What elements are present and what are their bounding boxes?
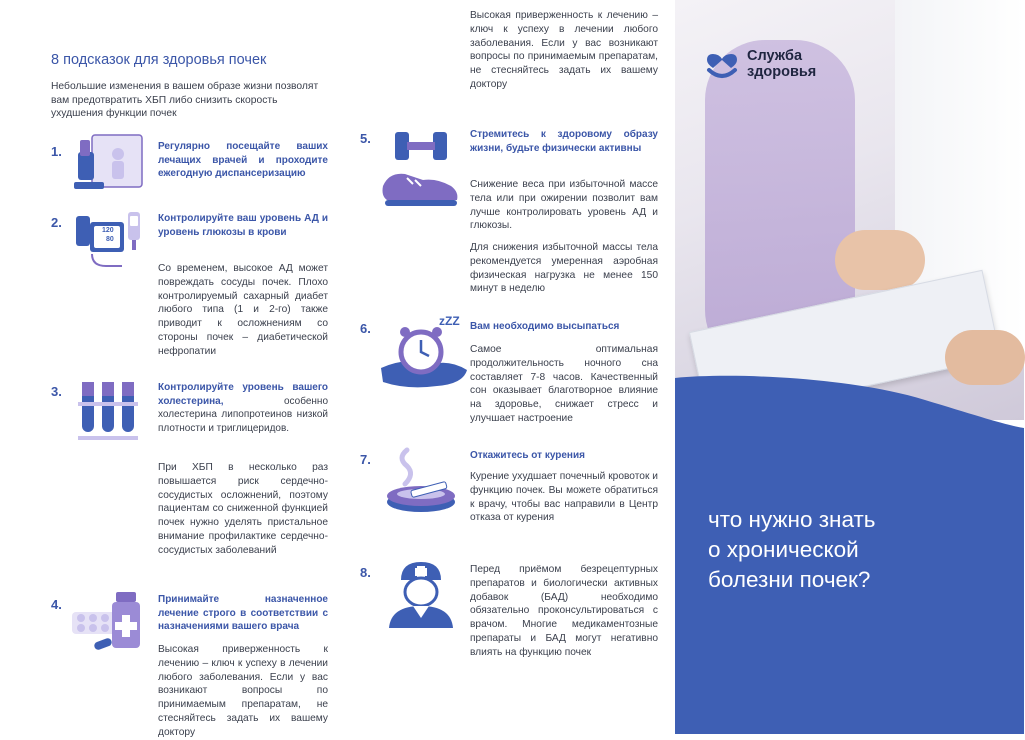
- tip-4-number: 4.: [51, 597, 62, 612]
- logo-line-1: Служба: [747, 48, 803, 64]
- tip-6-title: Вам необходимо высыпаться: [470, 321, 620, 332]
- panel-left: [0, 0, 345, 738]
- doctor-icon: [387, 558, 455, 630]
- tip-4-text-continued-inner: Высокая приверженность к лечению – ключ к успеху в лечении любого заболевания. Если у вас возникают вопросы по принимаемым препаратам, не стесняйтесь задать их вашему доктору: [470, 10, 658, 90]
- tip-6-text: Самое оптимальная продолжительность ночного сна составляет 7-8 часов. Качественный сон оказывает благотворное влияние на здоровье, снижает стресс и улучшает настроение: [470, 344, 658, 424]
- cover-title-line-2: о хронической: [708, 537, 859, 562]
- intro-text: Небольшие изменения в вашем образе жизни позволят вам предотвратить ХБП либо снизить скорость ухудшения функции почек: [51, 81, 319, 120]
- tip-7-text: Курение ухудшает почечный кровоток и функцию почек. Вы можете обратиться к врачу, чтобы вас направили в Центр отказа от курения: [470, 471, 658, 524]
- bp-systolic-value: 120: [102, 227, 114, 234]
- panel-middle: [345, 0, 675, 734]
- ashtray-icon: [385, 446, 461, 516]
- blood-pressure-monitor-icon: [72, 208, 144, 270]
- cover-title-line-1: что нужно знать: [708, 507, 876, 532]
- dumbbell-sneaker-icon: [379, 126, 461, 210]
- tip-2-text: Со временем, высокое АД может повреждать сосуды почек. Плохо контролируемый сахарный диабет любого типа (1 и 2-го) также приводит к осложнениям со стороны почек – диабетической нефропатии: [158, 263, 328, 357]
- tip-1-number: 1.: [51, 144, 62, 159]
- service-logo: [705, 48, 885, 88]
- page-title: 8 подсказок для здоровья почек: [51, 52, 267, 68]
- microscope-icon: [70, 132, 145, 194]
- tip-5-text-2: Для снижения избыточной массы тела рекомендуется умеренная аэробная физическая нагрузка не менее 150 минут в неделю: [470, 242, 658, 295]
- tip-7-number: 7.: [360, 452, 371, 467]
- cover-title-line-3: болезни почек?: [708, 567, 871, 592]
- tip-3-text: При ХБП в несколько раз повышается риск сердечно-сосудистых осложнений, поэтому пациентам со сниженной функцией почек нужно уделять пристальное внимание профилактике сердечно-сосудистых заболеваний: [158, 462, 328, 556]
- blue-wave-panel: [675, 0, 1024, 734]
- cover-title: [708, 505, 1008, 595]
- tip-4-text: Высокая приверженность к лечению – ключ к успеху в лечении любого заболевания. Если у вас возникают вопросы по принимаемым препаратам, не стесняйтесь задать их вашему доктору: [158, 644, 328, 738]
- tip-3-number: 3.: [51, 384, 62, 399]
- tip-4-title: Принимайте назначенное лечение строго в соответствии с назначениями вашего врача: [158, 594, 328, 632]
- tip-7-title: Откажитесь от курения: [470, 450, 585, 461]
- tip-4-text-continued: [470, 10, 658, 108]
- tip-5-text: Снижение веса при избыточной массе тела или при ожирении позволит вам лучше контролировать уровень АД и глюкозы.: [470, 179, 658, 232]
- tip-3-title-strong: Контролируйте уровень вашего холестерина,: [158, 382, 328, 407]
- tip-3-title-rest: особенно холестерина липопротеинов низкой плотности и триглицеридов.: [158, 395, 328, 434]
- logo-line-2: здоровья: [747, 64, 817, 80]
- tip-1-title: Регулярно посещайте ваших лечащих врачей и проходите ежегодную диспансеризацию: [158, 141, 328, 179]
- bp-diastolic-value: 80: [106, 236, 114, 243]
- tip-5-number: 5.: [360, 131, 371, 146]
- tip-5-title: Стремитесь к здоровому образу жизни, будьте физически активны: [470, 129, 658, 154]
- test-tubes-icon: [76, 380, 142, 444]
- tip-2-title: Контролируйте ваш уровень АД и уровень глюкозы в крови: [158, 213, 328, 238]
- tip-2-number: 2.: [51, 215, 62, 230]
- alarm-clock-pillow-icon: [377, 314, 469, 392]
- tip-3-title: [158, 381, 328, 435]
- tip-8-text: Перед приёмом безрецептурных препаратов и биологически активных добавок (БАД) необходимо обязательно проконсультироваться с врачом. Многие медикаментозные препараты и БАД могут негативно влиять на функцию почек: [470, 564, 658, 658]
- panel-cover: [675, 0, 1024, 734]
- sleep-zzz-glyph: zZZ: [439, 314, 460, 328]
- tip-8-number: 8.: [360, 565, 371, 580]
- tip-6-number: 6.: [360, 321, 371, 336]
- logo-text: [747, 48, 816, 80]
- heart-smile-logo-icon: [705, 50, 739, 80]
- pills-icon: [72, 590, 144, 656]
